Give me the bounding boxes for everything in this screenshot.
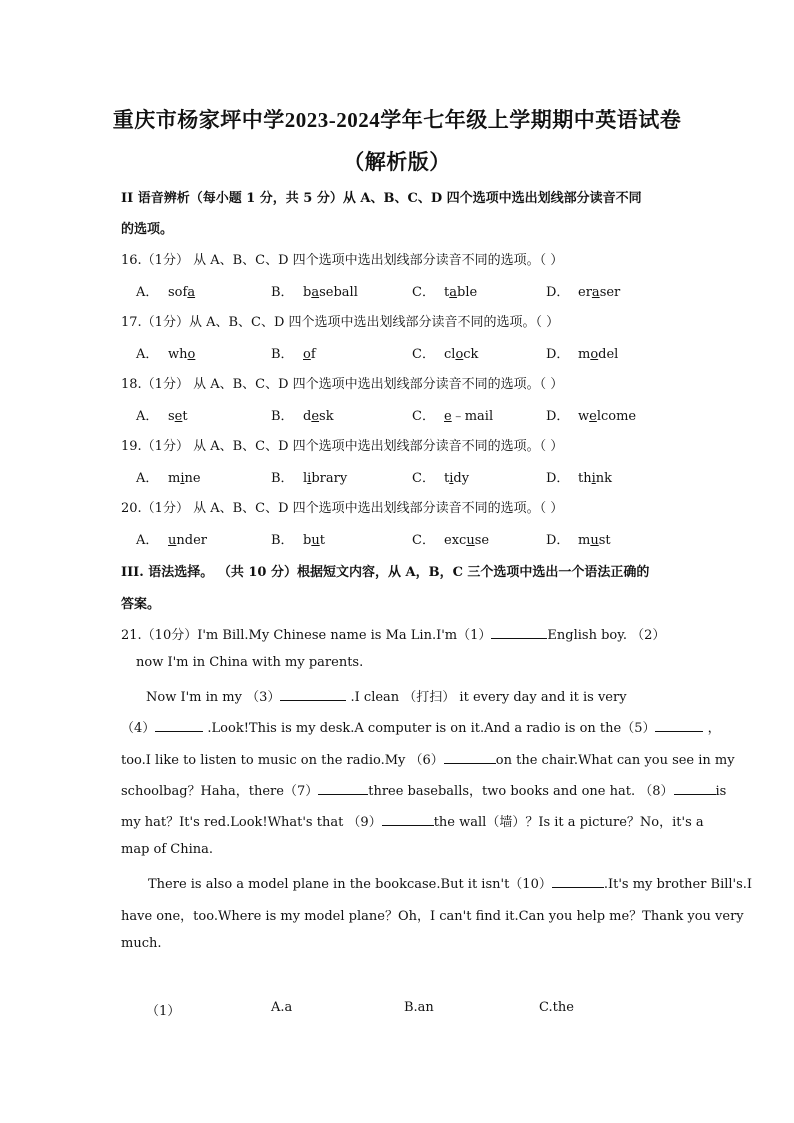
passage-text: English boy. （2） (547, 628, 666, 643)
option-underlined-letters: i (307, 471, 312, 486)
blank-7 (318, 782, 368, 795)
answer-option-b[interactable]: B.an (404, 1000, 434, 1015)
blank-4 (155, 719, 203, 732)
option-d[interactable] (546, 467, 612, 486)
question-stem: 18.（1分） 从 A、B、C、D 四个选项中选出划线部分读音不同的选项。（ ） (121, 377, 564, 392)
option-underlined-letters: a (591, 285, 600, 300)
option-word-start: w (578, 409, 590, 424)
blank-10 (552, 875, 604, 888)
exam-title: 重庆市杨家坪中学2023-2024学年七年级上学期期中英语试卷 (112, 108, 682, 132)
option-a[interactable] (136, 281, 195, 300)
option-word-end: ck (463, 347, 479, 362)
section2-heading-cont: 的选项。 (121, 222, 174, 237)
option-word-start: b (303, 285, 312, 300)
option-c[interactable] (412, 343, 478, 362)
option-b[interactable] (271, 529, 325, 548)
option-b[interactable] (271, 343, 316, 362)
blank-6 (444, 751, 496, 764)
option-c[interactable] (412, 467, 469, 486)
blank-8 (674, 782, 716, 795)
passage-text: on the chair.What can you see in my (495, 753, 735, 768)
option-word-start: m (578, 347, 591, 362)
option-letter: C． (412, 533, 435, 548)
option-a[interactable] (136, 405, 188, 424)
passage-text: Now I'm in my （3） (146, 690, 281, 705)
passage-line (121, 624, 674, 643)
option-word-start: sof (168, 285, 188, 300)
option-letter: C． (412, 285, 435, 300)
option-b[interactable] (271, 405, 334, 424)
option-underlined-letters: u (168, 533, 177, 548)
passage-line (146, 686, 699, 705)
passage-text: is (715, 784, 727, 799)
question-stem: 16.（1分） 从 A、B、C、D 四个选项中选出划线部分读音不同的选项。（ ） (121, 253, 564, 268)
option-word-start: d (303, 409, 312, 424)
option-word-start: b (303, 533, 312, 548)
option-letter: B． (271, 285, 294, 300)
passage-line (121, 717, 721, 736)
passage-text: ， (703, 721, 721, 736)
answer-option-a[interactable]: A.a (271, 1000, 293, 1015)
option-letter: D． (546, 347, 570, 362)
passage-text: （4） (121, 721, 156, 736)
option-letter: C． (412, 409, 435, 424)
option-word-start: l (303, 471, 308, 486)
option-word-end: sk (319, 409, 334, 424)
question-stem: 19.（1分） 从 A、B、C、D 四个选项中选出划线部分读音不同的选项。（ ） (121, 439, 564, 454)
option-word-end: ser (599, 285, 621, 300)
option-letter: C． (412, 347, 435, 362)
passage-line (148, 873, 753, 892)
option-word-end: f (310, 347, 316, 362)
option-letter: B． (271, 533, 294, 548)
passage-text: schoolbag？Haha，there（7） (121, 784, 319, 799)
section3-heading-cont: 答案。 (121, 597, 161, 612)
passage-line: have one，too.Where is my model plane？Oh，I can't find it.Can you help me？Thank you very (121, 909, 744, 924)
option-word-start: er (578, 285, 592, 300)
option-word-start: s (168, 409, 175, 424)
option-word-start: t (444, 285, 450, 300)
option-word-start: t (444, 471, 450, 486)
option-word-end: nk (595, 471, 613, 486)
option-word-start: th (578, 471, 592, 486)
option-d[interactable] (546, 343, 618, 362)
option-word-end: nder (176, 533, 207, 548)
option-underlined-letters: e (311, 409, 320, 424)
option-word-end: seball (319, 285, 358, 300)
option-word-start: m (168, 471, 181, 486)
option-underlined-letters: i (180, 471, 185, 486)
passage-text: the wall（墙）？Is it a picture？No，it's a (433, 815, 704, 830)
blank-3 (280, 688, 346, 701)
option-underlined-letters: i (591, 471, 596, 486)
passage-line: much. (121, 936, 162, 951)
question-options (0, 467, 794, 487)
option-underlined-letters: a (187, 285, 196, 300)
passage-line: map of China. (121, 842, 214, 857)
question-options (0, 529, 794, 549)
option-word-end: lcome (596, 409, 637, 424)
option-underlined-letters: e (589, 409, 597, 424)
option-underlined-letters: i (449, 471, 454, 486)
option-c[interactable] (412, 281, 477, 300)
option-word-end: ne (184, 471, 201, 486)
option-letter: D． (546, 533, 570, 548)
option-letter: B． (271, 347, 294, 362)
option-word-end: se (474, 533, 490, 548)
option-word-start: m (578, 533, 591, 548)
passage-text: too.I like to listen to music on the radio.My （6） (121, 753, 444, 768)
passage-line: now I'm in China with my parents. (136, 655, 364, 670)
option-word-end: ﹣mail (451, 409, 494, 424)
passage-text: .I clean （打扫） it every day and it is very (346, 690, 627, 705)
option-b[interactable] (271, 467, 347, 486)
option-underlined-letters: o (455, 347, 464, 362)
option-underlined-letters: e (444, 409, 452, 424)
passage-line (121, 811, 704, 830)
option-a[interactable] (136, 529, 207, 548)
option-word-end: dy (453, 471, 470, 486)
passage-line (121, 780, 727, 799)
question-options (0, 281, 794, 301)
answer-option-c[interactable]: C.the (539, 1000, 574, 1015)
option-letter: B． (271, 471, 294, 486)
answer-options-row (0, 1000, 794, 1020)
option-letter: D． (546, 471, 570, 486)
option-d[interactable] (546, 281, 620, 300)
option-word-start: cl (444, 347, 456, 362)
option-d[interactable] (546, 405, 636, 424)
question-stem: 20.（1分） 从 A、B、C、D 四个选项中选出划线部分读音不同的选项。（ ） (121, 501, 564, 516)
option-d[interactable] (546, 529, 611, 548)
option-underlined-letters: o (590, 347, 599, 362)
option-letter: B． (271, 409, 294, 424)
passage-text: three baseballs，two books and one hat. （8） (368, 784, 674, 799)
question-stem: 17.（1分）从 A、B、C、D 四个选项中选出划线部分读音不同的选项。（ ） (121, 315, 560, 330)
section3-heading: III. 语法选择。 （共 10 分）根据短文内容，从 A，B，C 三个选项中选出一个语法正确的 (121, 565, 650, 580)
passage-text: There is also a model plane in the bookcase.But it isn't（10） (148, 877, 552, 892)
option-underlined-letters: a (311, 285, 320, 300)
option-c[interactable] (412, 405, 493, 424)
section2-heading: II 语音辨析（每小题 1 分，共 5 分）从 A、B、C、D 四个选项中选出划线部分读音不同 (121, 191, 642, 206)
option-underlined-letters: u (311, 533, 320, 548)
option-b[interactable] (271, 281, 358, 300)
option-c[interactable] (412, 529, 489, 548)
passage-text: .It's my brother Bill's.I (603, 877, 753, 892)
option-underlined-letters: a (449, 285, 457, 300)
option-a[interactable] (136, 343, 195, 362)
option-letter: A． (136, 347, 159, 362)
option-letter: C． (412, 471, 435, 486)
option-underlined-letters: o (187, 347, 196, 362)
passage-text: 21.（10分）I'm Bill.My Chinese name is Ma Lin.I'm（1） (121, 628, 492, 643)
blank-9 (382, 813, 434, 826)
blank-1 (491, 626, 547, 639)
question-options (0, 405, 794, 425)
question-options (0, 343, 794, 363)
option-a[interactable] (136, 467, 201, 486)
option-word-end: del (598, 347, 619, 362)
option-letter: A． (136, 471, 159, 486)
option-letter: A． (136, 285, 159, 300)
blank-5 (655, 719, 703, 732)
option-letter: D． (546, 409, 570, 424)
option-word-end: ble (457, 285, 478, 300)
option-underlined-letters: o (303, 347, 311, 362)
option-letter: A． (136, 533, 159, 548)
option-word-start: exc (444, 533, 467, 548)
option-underlined-letters: u (590, 533, 599, 548)
passage-text: .Look!This is my desk.A computer is on it.And a radio is on the（5） (203, 721, 656, 736)
option-underlined-letters: u (466, 533, 475, 548)
option-word-end: t (182, 409, 188, 424)
passage-text: my hat？It's red.Look!What's that （9） (121, 815, 382, 830)
option-word-start: wh (168, 347, 188, 362)
option-underlined-letters: e (174, 409, 183, 424)
option-word-end: st (598, 533, 611, 548)
option-word-end: t (319, 533, 325, 548)
passage-line (121, 749, 735, 768)
option-word-end: brary (311, 471, 348, 486)
exam-subtitle: （解析版） (343, 150, 451, 174)
answer-number: （1） (146, 1004, 181, 1019)
option-letter: A． (136, 409, 159, 424)
option-letter: D． (546, 285, 570, 300)
